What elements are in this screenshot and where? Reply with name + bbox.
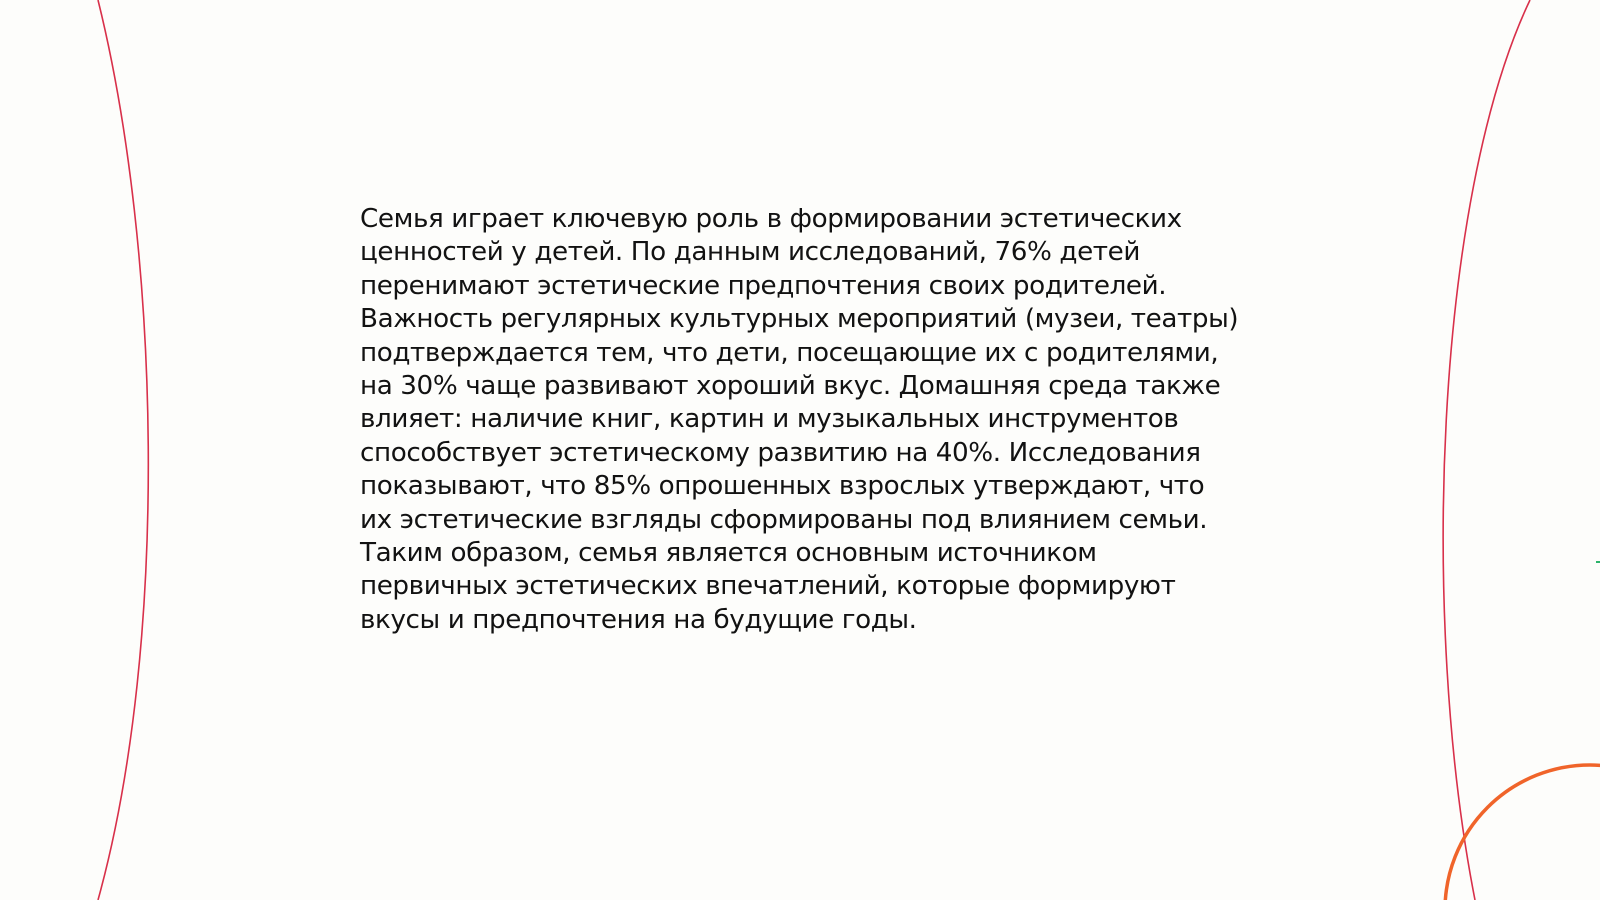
paragraph-line: их эстетические взгляды сформированы под влиянием семьи. xyxy=(360,504,1208,535)
paragraph-line: ценностей у детей. По данным исследований, 76% детей xyxy=(360,237,1140,268)
body-paragraph xyxy=(360,203,1260,637)
left-red-arc xyxy=(98,0,148,900)
paragraph-line: Семья играет ключевую роль в формировании эстетических xyxy=(360,204,1182,234)
paragraph-line: показывают, что 85% опрошенных взрослых утверждают, что xyxy=(360,471,1205,502)
paragraph-line: Важность регулярных культурных мероприятий (музеи, театры) xyxy=(360,304,1239,335)
paragraph-line: Таким образом, семья является основным источником xyxy=(360,538,1097,569)
paragraph-line: способствует эстетическому развитию на 40%. Исследования xyxy=(360,437,1201,468)
orange-ring xyxy=(1445,765,1600,900)
paragraph-line: первичных эстетических впечатлений, которые формируют xyxy=(360,571,1176,602)
paragraph-line: подтверждается тем, что дети, посещающие их с родителями, xyxy=(360,337,1219,368)
paragraph-line: вкусы и предпочтения на будущие годы. xyxy=(360,604,917,635)
paragraph-line: перенимают эстетические предпочтения своих родителей. xyxy=(360,270,1167,301)
paragraph-line: влияет: наличие книг, картин и музыкальных инструментов xyxy=(360,404,1179,435)
right-red-arc xyxy=(1443,0,1530,900)
paragraph-line: на 30% чаще развивают хороший вкус. Домашняя среда также xyxy=(360,371,1221,402)
